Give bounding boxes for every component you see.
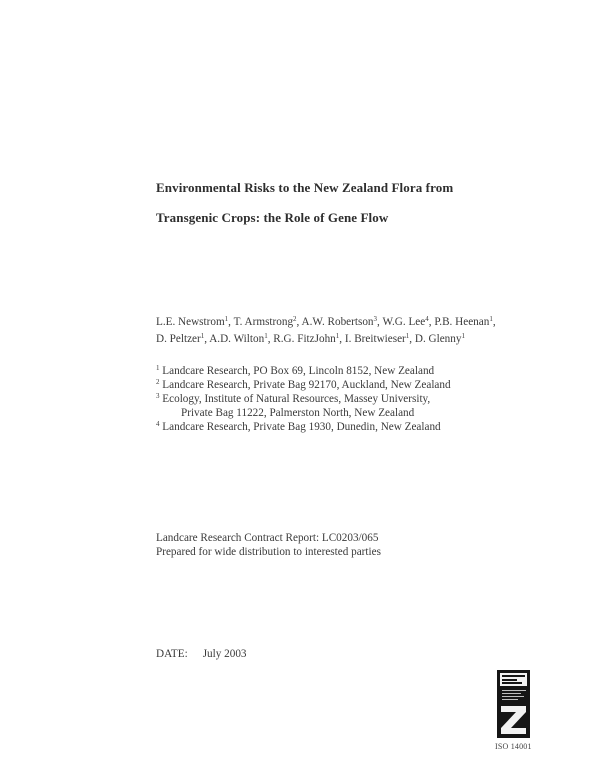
affiliation-continuation: Private Bag 11222, Palmerston North, New Zealand	[181, 407, 415, 419]
contract-report-number: Landcare Research Contract Report: LC0203/065	[156, 532, 379, 544]
report-title-line-2: Transgenic Crops: the Role of Gene Flow	[156, 210, 389, 225]
affiliation: $^2$ Landcare Research, Private Bag 92170, Auckland, New Zealand	[156, 378, 451, 391]
iso-certification-logo-icon	[497, 670, 530, 738]
author: T. Armstrong$^2$,	[233, 315, 302, 328]
date-value: July 2003	[202, 648, 247, 660]
date-label: DATE:	[156, 648, 188, 660]
author-list	[156, 315, 516, 346]
affiliation: $^1$ Landcare Research, PO Box 69, Lincoln 8152, New Zealand	[156, 364, 435, 377]
author: D. Peltzer$^1$,	[156, 332, 210, 345]
report-date	[156, 647, 247, 661]
distribution-note: Prepared for wide distribution to interested parties	[156, 546, 381, 558]
affiliation: $^3$ Ecology, Institute of Natural Resources, Massey University,	[156, 392, 431, 405]
author: W.G. Lee$^4$,	[382, 315, 435, 328]
author: D. Glenny$^1$	[414, 332, 465, 345]
author: R.G. FitzJohn$^1$,	[273, 332, 345, 345]
author-line-1	[156, 315, 516, 329]
author: A.D. Wilton$^1$,	[209, 332, 274, 345]
author: P.B. Heenan$^1$,	[434, 315, 496, 328]
affiliation: $^4$ Landcare Research, Private Bag 1930, Dunedin, New Zealand	[156, 420, 441, 433]
author: A.W. Robertson$^3$,	[301, 315, 383, 328]
affiliation-list	[156, 364, 516, 434]
report-title-line-1: Environmental Risks to the New Zealand Flora from	[156, 180, 454, 195]
iso-standard-label: ISO 14001	[495, 742, 532, 751]
author: L.E. Newstrom$^1$,	[156, 315, 234, 328]
author-line-2	[156, 332, 516, 346]
contract-report-block	[156, 531, 381, 559]
author: I. Breitwieser$^1$,	[344, 332, 415, 345]
